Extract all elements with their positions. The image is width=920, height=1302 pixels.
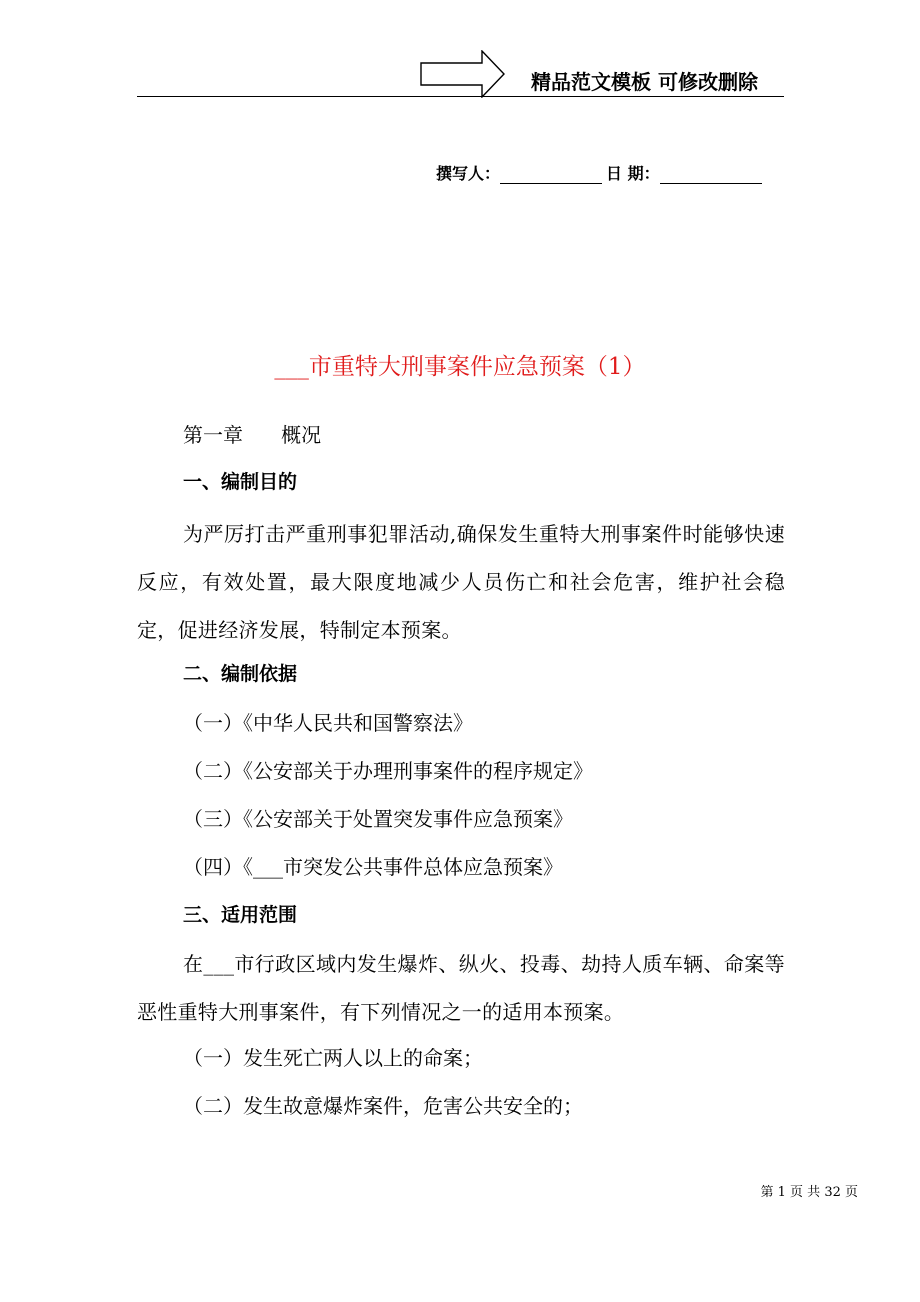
author-blank [500,165,602,184]
list-item: （二）发生故意爆炸案件，危害公共安全的； [183,1094,583,1118]
document-title: ___市重特大刑事案件应急预案（1） [274,354,646,380]
date-label: 日 期： [606,164,660,183]
list-item: （二）《公安部关于办理刑事案件的程序规定》 [183,759,593,783]
list-item: （三）《公安部关于处置突发事件应急预案》 [183,807,573,831]
section-heading-3: 三、适用范围 [183,904,298,926]
header-text: 精品范文模板 可修改删除 [531,70,758,94]
page-number: 第 1 页 共 32 页 [760,1185,858,1200]
arrow-icon [420,50,506,98]
author-date-line [436,161,762,184]
list-item: （四）《___市突发公共事件总体应急预案》 [183,855,563,879]
date-blank [660,165,762,184]
header-rule [137,96,784,97]
chapter-heading: 第一章 概况 [183,423,322,447]
list-item: （一）《中华人民共和国警察法》 [183,711,473,735]
section-paragraph-1: 为严厉打击严重刑事犯罪活动,确保发生重特大刑事案件时能够快速反应，有效处置，最大限度地减少人员伤亡和社会危害，维护社会稳定，促进经济发展，特制定本预案。 [137,522,785,642]
section-heading-1: 一、编制目的 [183,471,298,493]
section-heading-2: 二、编制依据 [183,663,298,685]
section-paragraph-3: 在___市行政区域内发生爆炸、纵火、投毒、劫持人质车辆、命案等恶性重特大刑事案件，有下列情况之一的适用本预案。 [137,952,785,1024]
list-item: （一）发生死亡两人以上的命案； [183,1046,483,1070]
author-label: 撰写人： [436,164,501,183]
